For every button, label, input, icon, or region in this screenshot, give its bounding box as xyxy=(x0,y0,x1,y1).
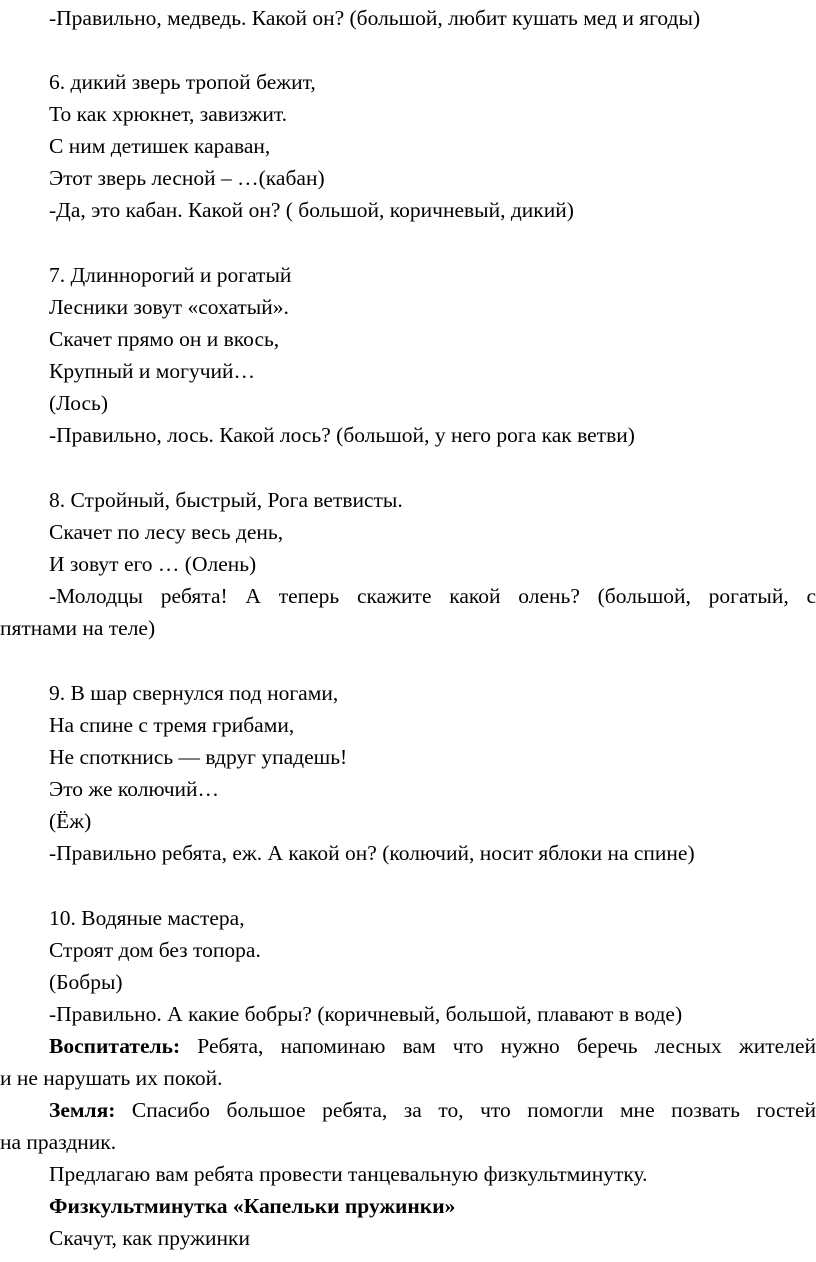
section-heading xyxy=(49,1196,455,1218)
riddle-9-line: На спине с тремя грибами, xyxy=(49,713,295,737)
riddle-6-line: Этот зверь лесной – …(кабан) xyxy=(49,166,325,190)
section-heading-text: Физкультминутка «Капельки пружинки» xyxy=(49,1194,456,1218)
riddle-6-line: То как хрюкнет, завизжит. xyxy=(49,102,288,126)
text-line: Скачут, как пружинки xyxy=(49,1226,250,1250)
riddle-8-line: Скачет по лесу весь день, xyxy=(49,520,284,544)
educator-paragraph xyxy=(49,1036,816,1058)
text-line: Предлагаю вам ребята провести танцевальную физкультминутку. xyxy=(49,1162,648,1186)
riddle-8-answer-cont: пятнами на теле) xyxy=(0,616,156,640)
text-line: -Правильно, медведь. Какой он? (большой, любит кушать мед и ягоды) xyxy=(49,6,701,30)
riddle-6-line: С ним детишек караван, xyxy=(49,134,271,158)
riddle-9-line: 9. В шар свернулся под ногами, xyxy=(49,681,339,705)
riddle-10-line: Строят дом без топора. xyxy=(49,938,261,962)
educator-text: Ребята, напоминаю вам что нужно беречь лесных жителей xyxy=(180,1034,816,1058)
riddle-8-answer: -Молодцы ребята! А теперь скажите какой олень? (большой, рогатый, с xyxy=(49,584,816,608)
riddle-7-line: (Лось) xyxy=(49,391,108,415)
riddle-6-line: 6. дикий зверь тропой бежит, xyxy=(49,70,316,94)
riddle-8-line: И зовут его … (Олень) xyxy=(49,552,257,576)
riddle-7-line: 7. Длиннорогий и рогатый xyxy=(49,263,292,287)
riddle-9-line: Это же колючий… xyxy=(49,777,220,801)
riddle-10-line: 10. Водяные мастера, xyxy=(49,906,245,930)
speaker-educator: Воспитатель: xyxy=(49,1034,181,1058)
riddle-7-line: Лесники зовут «сохатый». xyxy=(49,295,289,319)
earth-paragraph xyxy=(49,1100,816,1122)
educator-paragraph-cont: и не нарушать их покой. xyxy=(0,1066,223,1090)
riddle-9-answer: -Правильно ребята, еж. А какой он? (колючий, носит яблоки на спине) xyxy=(49,841,695,865)
riddle-10-answer: -Правильно. А какие бобры? (коричневый, большой, плавают в воде) xyxy=(49,1002,683,1026)
riddle-7-answer: -Правильно, лось. Какой лось? (большой, у него рога как ветви) xyxy=(49,423,635,447)
riddle-7-line: Скачет прямо он и вкось, xyxy=(49,327,280,351)
earth-text: Спасибо большое ребята, за то, что помогли мне позвать гостей xyxy=(115,1098,816,1122)
riddle-9-line: (Ёж) xyxy=(49,809,92,833)
riddle-9-line: Не споткнись — вдруг упадешь! xyxy=(49,745,348,769)
speaker-earth: Земля: xyxy=(49,1098,116,1122)
riddle-8-line: 8. Стройный, быстрый, Рога ветвисты. xyxy=(49,488,403,512)
riddle-6-answer: -Да, это кабан. Какой он? ( большой, коричневый, дикий) xyxy=(49,198,574,222)
riddle-7-line: Крупный и могучий… xyxy=(49,359,256,383)
riddle-10-line: (Бобры) xyxy=(49,970,123,994)
earth-paragraph-cont: на праздник. xyxy=(0,1130,117,1154)
